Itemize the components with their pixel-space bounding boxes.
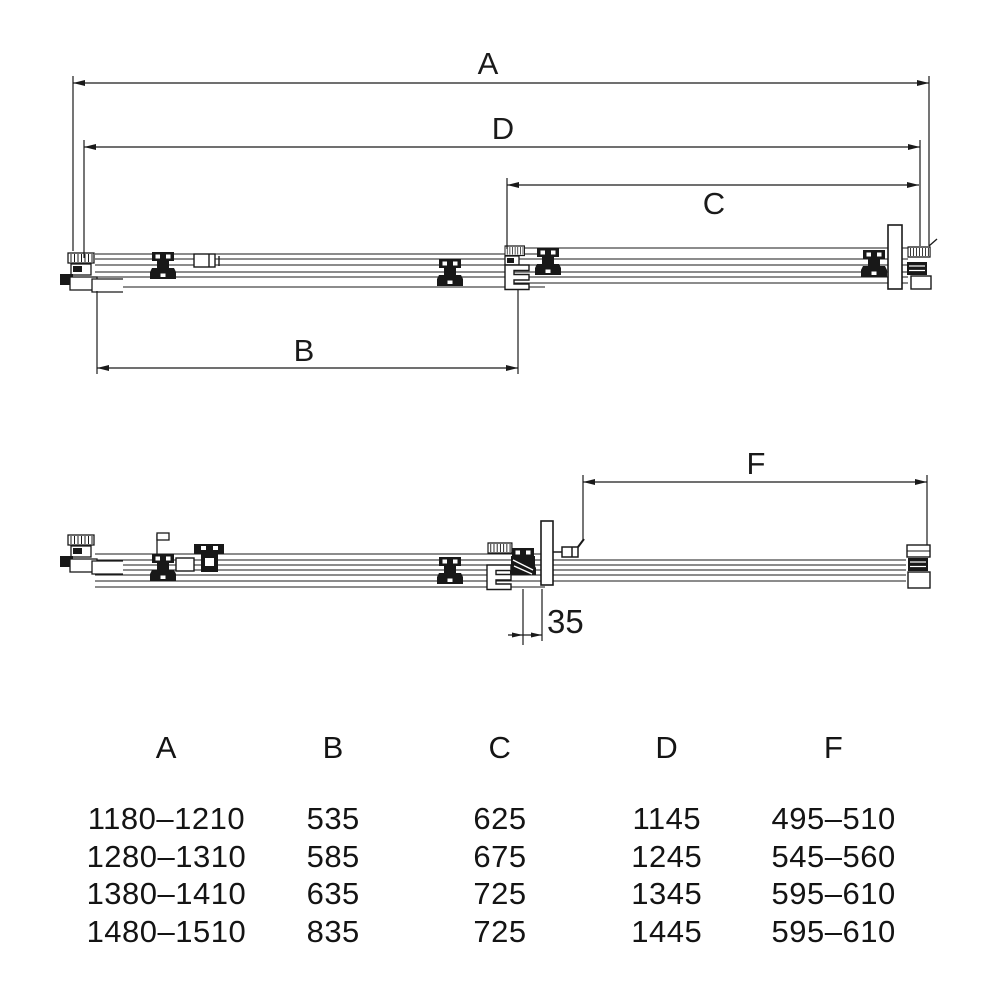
arrowhead [84, 144, 96, 150]
cell-a: 1380–1410 [86, 876, 247, 911]
col-header-d: D [655, 730, 679, 765]
cell-b: 585 [306, 838, 360, 874]
wall-hatch [68, 535, 94, 545]
dim-d-label: D [491, 111, 515, 146]
arrowhead [908, 144, 920, 150]
cell-a: 1180–1210 [87, 801, 246, 836]
cell-b: 635 [306, 876, 360, 911]
dim-offset-label: 35 [547, 603, 584, 640]
table-row [83, 913, 917, 951]
cell-b: 835 [306, 913, 360, 949]
arrowhead [907, 182, 919, 188]
right-end-assembly [907, 545, 930, 588]
cell-f: 595–610 [771, 876, 896, 911]
dimension-table [0, 700, 1000, 950]
right-end-assembly [888, 225, 937, 289]
arrowhead [73, 80, 85, 86]
arrowhead [507, 182, 519, 188]
col-header-b: B [322, 730, 344, 765]
dim-f-label: F [746, 446, 766, 481]
cell-d: 1145 [632, 801, 702, 836]
arrowhead [915, 479, 927, 485]
cell-f: 595–610 [771, 913, 896, 949]
cell-a: 1280–1310 [86, 838, 247, 874]
col-header-c: C [488, 730, 512, 765]
glass-panel-edge [541, 521, 553, 585]
roller-icon [535, 248, 561, 275]
cell-a: 1480–1510 [86, 913, 247, 949]
arrowhead [583, 479, 595, 485]
dim-a [73, 76, 929, 251]
cell-c: 625 [473, 801, 527, 836]
rail-lines [95, 248, 908, 287]
seal-strip [157, 533, 169, 554]
dim-d [84, 140, 920, 258]
latch-lever [553, 539, 584, 557]
cell-f: 495–510 [771, 801, 896, 836]
arrowhead [97, 365, 109, 371]
cell-d: 1445 [631, 913, 703, 949]
roller-icon [861, 250, 887, 277]
cell-c: 725 [473, 913, 527, 949]
table-row [83, 800, 917, 838]
dim-c-label: C [702, 186, 726, 221]
dim-a-label: A [477, 46, 499, 81]
table-row [83, 838, 917, 876]
top-view-drawing [60, 46, 937, 374]
cell-d: 1345 [631, 876, 703, 911]
glass-panel-edge [888, 225, 902, 289]
handle-knob [194, 544, 224, 572]
connector-block [194, 254, 219, 267]
arrowhead [917, 80, 929, 86]
center-guide-assembly [487, 521, 584, 590]
side-view-drawing [60, 446, 930, 645]
dim-b-label: B [293, 333, 315, 368]
table-body [83, 800, 917, 950]
roller-icon [150, 554, 176, 581]
table-row [83, 875, 917, 913]
col-header-a: A [155, 730, 177, 765]
arrowhead [531, 633, 542, 638]
cell-c: 675 [473, 838, 527, 874]
arrowhead [506, 365, 518, 371]
arrowhead [512, 633, 523, 638]
dim-f [583, 475, 927, 545]
cell-f: 545–560 [771, 838, 896, 874]
connector-block [176, 558, 194, 571]
cell-b: 535 [306, 801, 360, 836]
wall-hatch [68, 253, 94, 263]
cell-d: 1245 [631, 838, 703, 874]
col-header-f: F [823, 730, 844, 765]
cell-c: 725 [473, 876, 527, 911]
table-header-row [83, 730, 917, 766]
